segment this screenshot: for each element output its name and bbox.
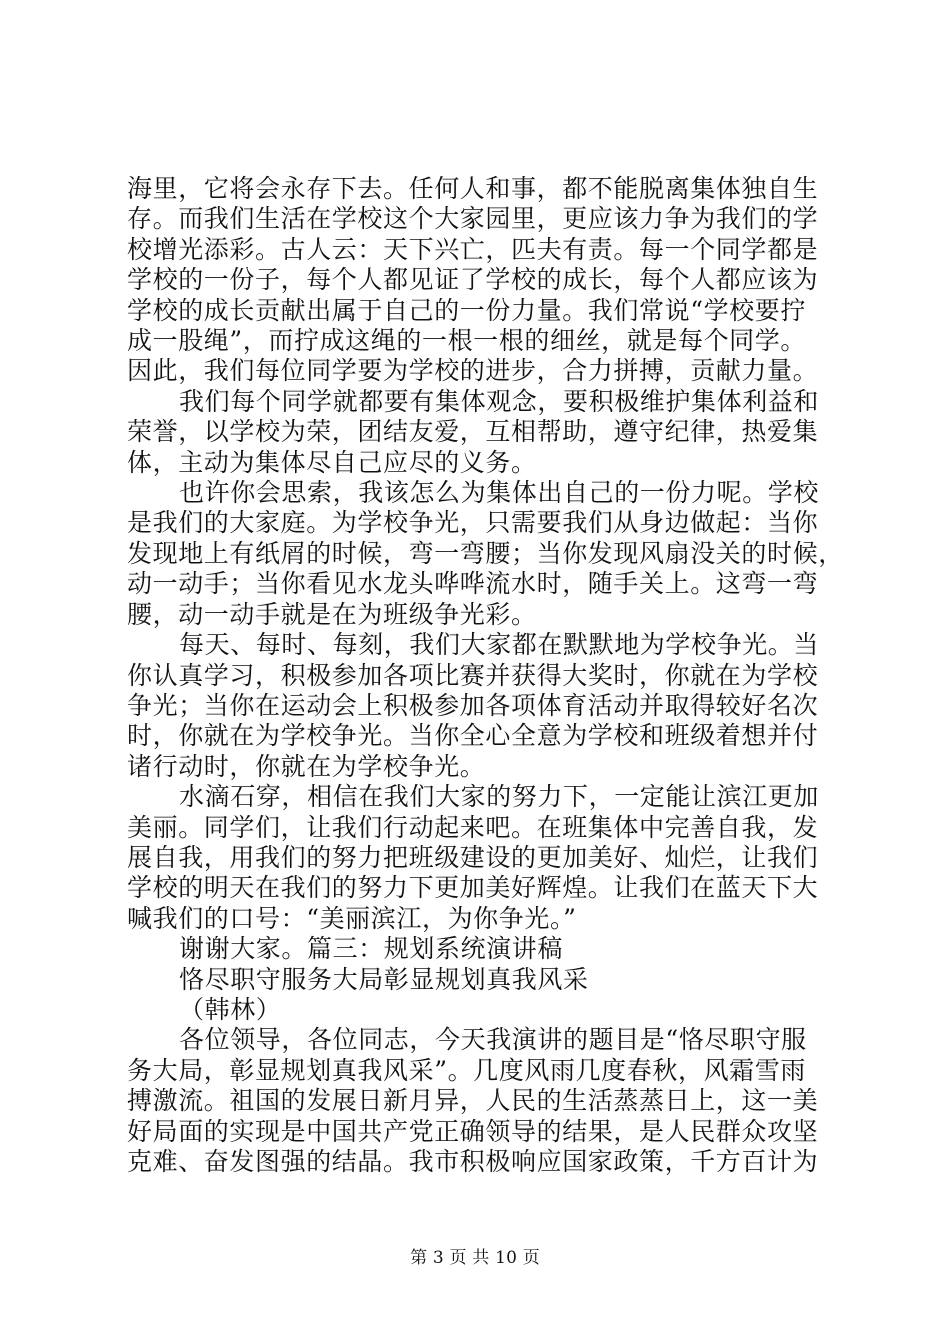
text-line: 是我们的大家庭。为学校争光，只需要我们从身边做起：当你	[127, 508, 819, 538]
text-line: 诸行动时，你就在为学校争光。	[127, 751, 486, 781]
page-number-footer: 第 3 页 共 10 页	[410, 1248, 540, 1268]
text-line: 学校的一份子，每个人都见证了学校的成长，每个人都应该为	[127, 265, 819, 295]
text-line: 因此，我们每位同学要为学校的进步，合力拼搏，贡献力量。	[127, 356, 819, 386]
speaker-name: （韩林）	[179, 994, 282, 1024]
text-line: 展自我，用我们的努力把班级建设的更加美好、灿烂，让我们	[127, 842, 819, 872]
text-line: 成一股绳”，而拧成这绳的一根一根的细丝，就是每个同学。	[127, 326, 806, 356]
document-body	[127, 174, 844, 1177]
text-line: 你认真学习，积极参加各项比赛并获得大奖时，你就在为学校	[127, 660, 819, 690]
text-line: 动一动手；当你看见水龙头哗哗流水时，随手关上。这弯一弯	[127, 569, 819, 599]
text-line: 荣誉，以学校为荣，团结友爱，互相帮助，遵守纪律，热爱集	[127, 417, 819, 447]
text-line: 好局面的实现是中国共产党正确领导的结果，是人民群众攻坚	[127, 1116, 819, 1146]
text-line: 存。而我们生活在学校这个大家园里，更应该力争为我们的学	[127, 204, 819, 234]
text-line: 体，主动为集体尽自己应尽的义务。	[127, 447, 537, 477]
text-line: 喊我们的口号：“美丽滨江，为你争光。”	[127, 903, 577, 933]
text-line: 务大局，彰显规划真我风采”。几度风雨几度春秋，风霜雪雨	[127, 1055, 806, 1085]
section-heading-line: 谢谢大家。篇三：规划系统演讲稿	[179, 934, 564, 964]
speech-title: 恪尽职守服务大局彰显规划真我风采	[179, 964, 589, 994]
text-line: 我们每个同学就都要有集体观念，要积极维护集体利益和	[179, 386, 820, 416]
text-line: 美丽。同学们，让我们行动起来吧。在班集体中完善自我，发	[127, 812, 819, 842]
text-line: 时，你就在为学校争光。当你全心全意为学校和班级着想并付	[127, 721, 819, 751]
text-line: 校增光添彩。古人云：天下兴亡，匹夫有责。每一个同学都是	[127, 234, 819, 264]
text-line: 学校的明天在我们的努力下更加美好辉煌。让我们在蓝天下大	[127, 873, 819, 903]
text-line: 海里，它将会永存下去。任何人和事，都不能脱离集体独自生	[127, 174, 819, 203]
text-line: 发现地上有纸屑的时候，弯一弯腰；当你发现风扇没关的时候，	[127, 538, 844, 568]
text-line: 也许你会思索，我该怎么为集体出自己的一份力呢。学校	[179, 478, 820, 508]
text-line: 各位领导，各位同志，今天我演讲的题目是“恪尽职守服	[179, 1025, 807, 1055]
text-line: 争光；当你在运动会上积极参加各项体育活动并取得较好名次	[127, 690, 819, 720]
text-line: 腰，动一动手就是在为班级争光彩。	[127, 599, 537, 629]
text-line: 搏激流。祖国的发展日新月异，人民的生活蒸蒸日上，这一美	[127, 1086, 819, 1116]
text-line: 每天、每时、每刻，我们大家都在默默地为学校争光。当	[179, 630, 820, 660]
text-line: 水滴石穿，相信在我们大家的努力下，一定能让滨江更加	[179, 782, 820, 812]
text-line: 学校的成长贡献出属于自己的一份力量。我们常说“学校要拧	[127, 295, 806, 325]
text-line: 克难、奋发图强的结晶。我市积极响应国家政策，千方百计为	[127, 1147, 819, 1176]
